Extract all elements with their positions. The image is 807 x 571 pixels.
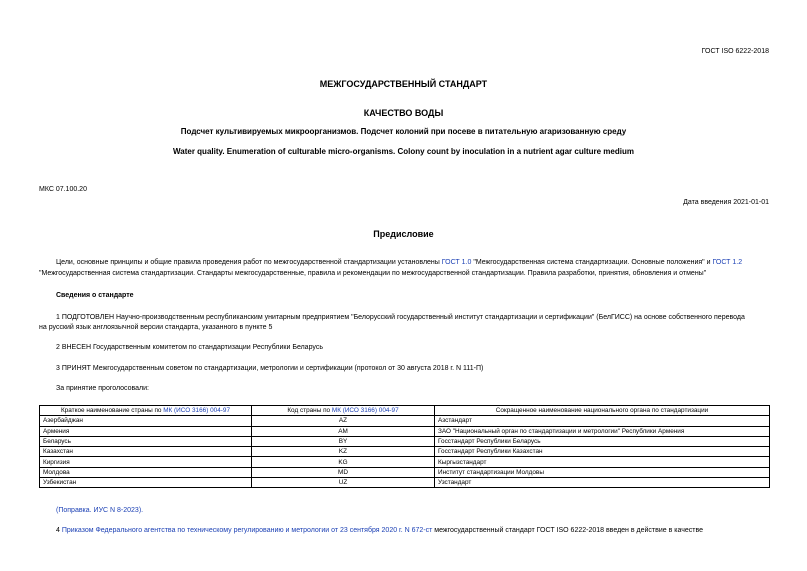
table-row [40, 467, 770, 477]
gost-1-2-link[interactable]: ГОСТ 1.2 [712, 259, 743, 266]
header-country [40, 406, 252, 416]
voting-states-table [39, 405, 770, 488]
table-header-row [40, 406, 770, 416]
item-2: 2 ВНЕСЕН Государственным комитетом по стандартизации Республики Беларусь [56, 344, 323, 351]
preface-paragraph-1-line-2: "Межгосударственная система стандартизации. Стандарты межгосударственные, правила и рекомендации по межгосударственной стандартизации. Правила разработки, принятия, обновления и отмены" [39, 270, 707, 277]
cell-body: Кыргызстандарт [435, 457, 770, 467]
cell-body: Госстандарт Республики Беларусь [435, 436, 770, 446]
item-3: 3 ПРИНЯТ Межгосударственным советом по стандартизации, метрологии и сертификации (протокол от 30 августа 2018 г. N 111-П) [56, 365, 484, 372]
cell-body: ЗАО "Национальный орган по стандартизации и метрологии" Республики Армения [435, 426, 770, 436]
cell-country: Армения [40, 426, 252, 436]
mk-iso-3166-link[interactable]: МК (ИСО 3166) 004-97 [331, 407, 399, 415]
item-1-line-2: на русский язык англоязычной версии стандарта, указанного в пункте 5 [39, 324, 273, 331]
cell-code: MD [252, 467, 435, 477]
cell-body: Институт стандартизации Молдовы [435, 467, 770, 477]
cell-code: UZ [252, 478, 435, 488]
table-row [40, 447, 770, 457]
document-subtitle-en: Water quality. Enumeration of culturable micro-organisms. Colony count by inoculation in a nutrient agar culture medium [173, 147, 634, 156]
gost-1-0-link[interactable]: ГОСТ 1.0 [441, 259, 472, 266]
mk-iso-3166-link[interactable]: МК (ИСО 3166) 004-97 [163, 407, 231, 415]
header-body: Сокращенное наименование национального органа по стандартизации [435, 406, 770, 416]
item-4-line-1 [56, 525, 703, 537]
item-1-line-1: 1 ПОДГОТОВЛЕН Научно-производственным республиканским унитарным предприятием "Белорусский государственный институт стандартизации и сертификации" (БелГИСС) на основе собственного перевода [56, 314, 745, 321]
item-4-text: межгосударственный стандарт ГОСТ ISO 6222-2018 введен в действие в качестве [432, 527, 703, 534]
cell-country: Молдова [40, 467, 252, 477]
table-row [40, 416, 770, 426]
intro-date: Дата введения 2021-01-01 [683, 199, 769, 206]
document-title: КАЧЕСТВО ВОДЫ [363, 108, 444, 118]
header-code-text: Код страны по [287, 407, 332, 415]
mks-code: МКС 07.100.20 [39, 186, 87, 193]
header-country-text: Краткое наименование страны по [60, 407, 164, 415]
cell-country: Азербайджан [40, 416, 252, 426]
table-row [40, 436, 770, 446]
cell-country: Узбекистан [40, 478, 252, 488]
item-4-number: 4 [56, 527, 62, 534]
standard-type-heading: МЕЖГОСУДАРСТВЕННЫЙ СТАНДАРТ [319, 79, 488, 89]
cell-body: Узстандарт [435, 478, 770, 488]
table-row [40, 478, 770, 488]
cell-body: Госстандарт Республики Казахстан [435, 447, 770, 457]
preface-heading: Предисловие [373, 229, 434, 239]
table-row [40, 426, 770, 436]
table-row [40, 457, 770, 467]
rosstandart-order-link[interactable]: Приказом Федерального агентства по техническому регулированию и метрологии от 23 сентября 2020 г. N 672-ст [61, 527, 433, 534]
voted-label: За принятие проголосовали: [56, 385, 149, 392]
document-subtitle-ru: Подсчет культивируемых микроорганизмов. Подсчет колоний при посеве в питательную агаризованную среду [180, 127, 627, 136]
gost-number: ГОСТ ISO 6222-2018 [701, 48, 769, 55]
cell-code: KZ [252, 447, 435, 457]
cell-country: Казахстан [40, 447, 252, 457]
cell-code: BY [252, 436, 435, 446]
cell-body: Азстандарт [435, 416, 770, 426]
cell-country: Беларусь [40, 436, 252, 446]
preface-text: Цели, основные принципы и общие правила проведения работ по межгосударственной стандартизации установлены [56, 259, 442, 266]
header-code [252, 406, 435, 416]
cell-code: AM [252, 426, 435, 436]
cell-code: KG [252, 457, 435, 467]
info-heading: Сведения о стандарте [56, 292, 134, 299]
amendment-link[interactable]: (Поправка. ИУС N 8-2023). [56, 507, 144, 514]
preface-text: "Межгосударственная система стандартизации. Основные положения" и [471, 259, 713, 266]
cell-country: Киргизия [40, 457, 252, 467]
cell-code: AZ [252, 416, 435, 426]
